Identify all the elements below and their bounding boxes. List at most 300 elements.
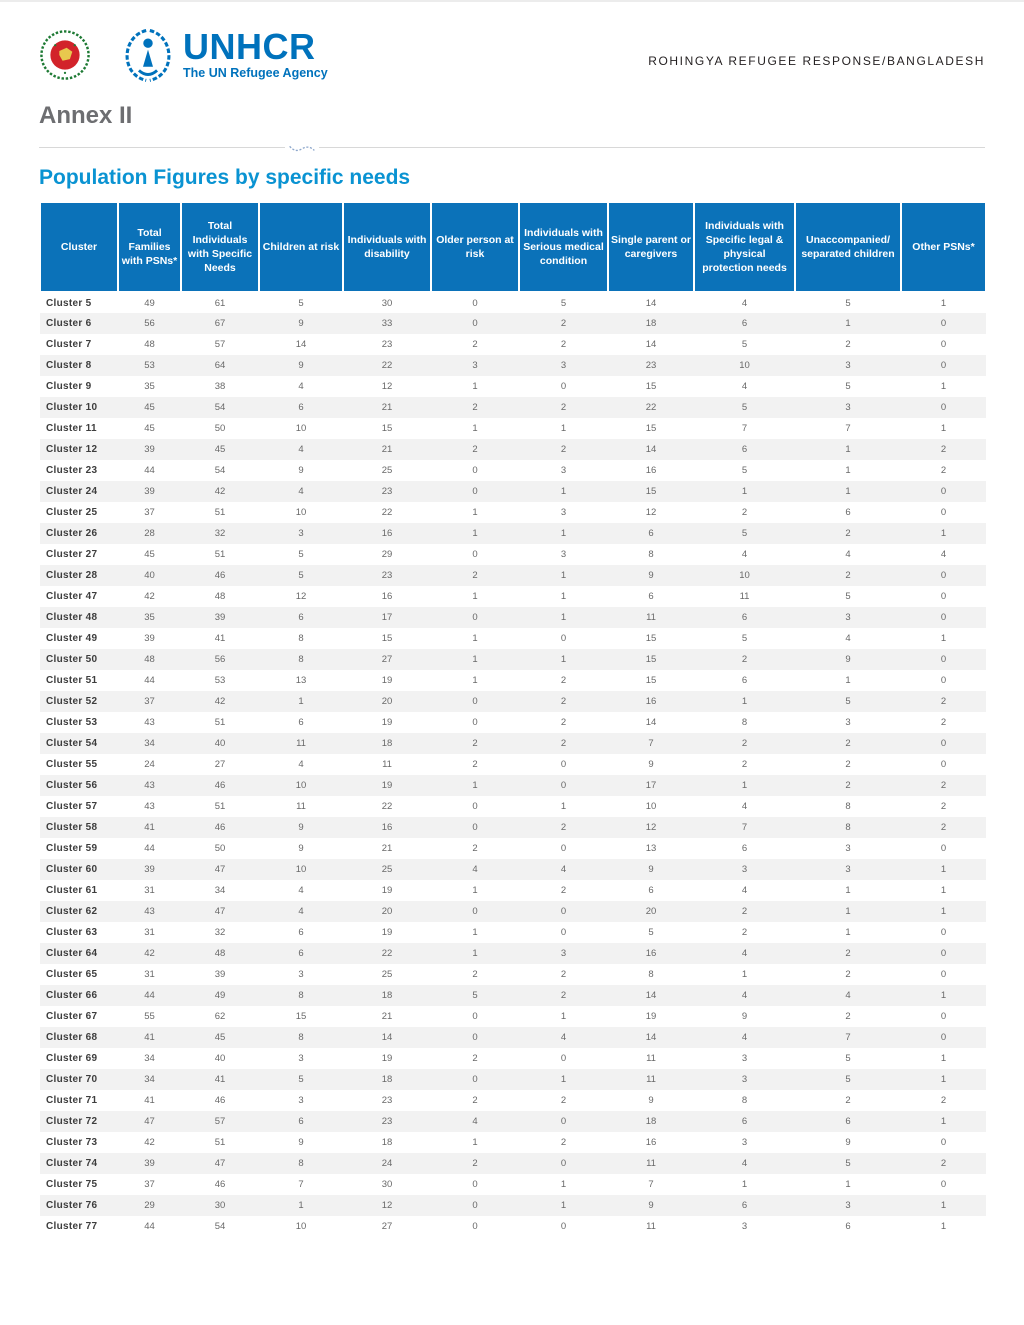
value-cell: 5 bbox=[845, 696, 851, 707]
value-cell: 12 bbox=[645, 822, 657, 833]
table-row bbox=[40, 775, 986, 796]
value-cell: 43 bbox=[144, 906, 155, 917]
column-header: Single parent or caregivers bbox=[608, 202, 694, 292]
value-cell: 3 bbox=[298, 969, 304, 980]
value-cell: 2 bbox=[940, 822, 947, 833]
value-cell: 33 bbox=[381, 318, 393, 329]
value-cell: 15 bbox=[645, 381, 657, 392]
value-cell: 14 bbox=[645, 990, 657, 1001]
value-cell: 11 bbox=[382, 759, 392, 770]
value-cell: 2 bbox=[472, 402, 478, 413]
value-cell: 39 bbox=[144, 444, 155, 455]
table-row bbox=[40, 355, 986, 376]
value-cell: 5 bbox=[298, 1074, 304, 1085]
value-cell: 4 bbox=[845, 990, 851, 1001]
value-cell: 48 bbox=[214, 948, 226, 959]
value-cell: 2 bbox=[845, 759, 851, 770]
value-cell: 9 bbox=[298, 1137, 304, 1148]
value-cell: 14 bbox=[645, 1032, 657, 1043]
value-cell: 54 bbox=[214, 402, 226, 413]
value-cell: 10 bbox=[295, 1221, 307, 1232]
value-cell: 18 bbox=[381, 738, 393, 749]
value-cell: 41 bbox=[214, 633, 226, 644]
value-cell: 0 bbox=[940, 360, 947, 371]
report-title: ROHINGYA REFUGEE RESPONSE/BANGLADESH bbox=[648, 54, 985, 68]
value-cell: 5 bbox=[845, 1158, 851, 1169]
table-row bbox=[40, 985, 986, 1006]
value-cell: 6 bbox=[298, 717, 304, 728]
value-cell: 2 bbox=[560, 696, 567, 707]
value-cell: 7 bbox=[741, 423, 748, 434]
value-cell: 4 bbox=[560, 1032, 567, 1043]
value-cell: 2 bbox=[741, 927, 748, 938]
value-cell: 46 bbox=[214, 822, 226, 833]
column-header: Total Families with PSNs* bbox=[118, 202, 181, 292]
cluster-cell: Cluster 47 bbox=[46, 591, 98, 602]
value-cell: 1 bbox=[940, 1053, 947, 1064]
value-cell: 1 bbox=[845, 906, 851, 917]
value-cell: 0 bbox=[940, 612, 947, 623]
value-cell: 1 bbox=[940, 990, 947, 1001]
value-cell: 11 bbox=[646, 1221, 656, 1232]
value-cell: 0 bbox=[940, 318, 947, 329]
value-cell: 3 bbox=[845, 717, 851, 728]
value-cell: 49 bbox=[144, 297, 155, 309]
table-row bbox=[40, 481, 986, 502]
value-cell: 0 bbox=[472, 318, 478, 329]
value-cell: 2 bbox=[560, 1137, 567, 1148]
value-cell: 9 bbox=[845, 1137, 851, 1148]
value-cell: 5 bbox=[298, 549, 304, 560]
value-cell: 10 bbox=[295, 423, 307, 434]
value-cell: 11 bbox=[646, 1053, 656, 1064]
value-cell: 46 bbox=[214, 570, 226, 581]
value-cell: 45 bbox=[214, 1032, 226, 1043]
value-cell: 6 bbox=[741, 318, 748, 329]
value-cell: 11 bbox=[646, 1074, 656, 1085]
table-row bbox=[40, 523, 986, 544]
value-cell: 2 bbox=[560, 444, 567, 455]
value-cell: 1 bbox=[472, 507, 478, 518]
value-cell: 6 bbox=[845, 1116, 851, 1127]
value-cell: 1 bbox=[940, 528, 947, 539]
value-cell: 0 bbox=[560, 1221, 567, 1232]
value-cell: 9 bbox=[298, 465, 304, 476]
cluster-cell: Cluster 49 bbox=[46, 633, 98, 644]
cluster-cell: Cluster 51 bbox=[46, 675, 98, 686]
value-cell: 4 bbox=[940, 549, 947, 560]
table-row bbox=[40, 817, 986, 838]
value-cell: 40 bbox=[214, 1053, 226, 1064]
value-cell: 1 bbox=[472, 927, 478, 938]
cluster-cell: Cluster 60 bbox=[46, 864, 98, 875]
value-cell: 17 bbox=[645, 780, 657, 791]
value-cell: 44 bbox=[144, 843, 155, 854]
value-cell: 2 bbox=[741, 507, 748, 518]
value-cell: 8 bbox=[298, 654, 304, 665]
value-cell: 2 bbox=[560, 318, 567, 329]
value-cell: 0 bbox=[940, 1179, 947, 1190]
table-row bbox=[40, 1069, 986, 1090]
value-cell: 51 bbox=[214, 717, 226, 728]
value-cell: 42 bbox=[144, 591, 155, 602]
value-cell: 25 bbox=[381, 465, 393, 476]
column-header: Children at risk bbox=[259, 202, 343, 292]
value-cell: 1 bbox=[298, 1200, 304, 1211]
value-cell: 31 bbox=[144, 927, 155, 938]
value-cell: 1 bbox=[472, 381, 478, 392]
value-cell: 3 bbox=[298, 528, 304, 539]
value-cell: 1 bbox=[741, 696, 748, 707]
value-cell: 12 bbox=[295, 591, 307, 602]
value-cell: 2 bbox=[560, 822, 567, 833]
value-cell: 22 bbox=[381, 507, 393, 518]
value-cell: 55 bbox=[144, 1011, 155, 1022]
cluster-cell: Cluster 69 bbox=[46, 1053, 98, 1064]
value-cell: 27 bbox=[381, 1221, 393, 1232]
value-cell: 53 bbox=[214, 675, 226, 686]
value-cell: 3 bbox=[845, 612, 851, 623]
value-cell: 45 bbox=[144, 423, 155, 434]
value-cell: 44 bbox=[144, 990, 155, 1001]
value-cell: 1 bbox=[845, 486, 851, 497]
page bbox=[0, 2, 1024, 1237]
value-cell: 42 bbox=[144, 1137, 155, 1148]
value-cell: 9 bbox=[648, 864, 654, 875]
value-cell: 3 bbox=[298, 1053, 304, 1064]
value-cell: 6 bbox=[298, 612, 304, 623]
value-cell: 4 bbox=[741, 549, 748, 560]
table-row bbox=[40, 460, 986, 481]
value-cell: 8 bbox=[845, 822, 851, 833]
value-cell: 13 bbox=[645, 843, 657, 854]
value-cell: 9 bbox=[845, 654, 851, 665]
value-cell: 2 bbox=[560, 738, 567, 749]
cluster-cell: Cluster 11 bbox=[46, 423, 97, 434]
cluster-cell: Cluster 27 bbox=[46, 549, 98, 560]
value-cell: 2 bbox=[472, 1095, 478, 1106]
value-cell: 1 bbox=[940, 381, 947, 392]
logo-group bbox=[39, 26, 328, 84]
value-cell: 22 bbox=[645, 402, 657, 413]
value-cell: 3 bbox=[741, 1221, 748, 1232]
value-cell: 1 bbox=[560, 1200, 567, 1211]
value-cell: 1 bbox=[940, 633, 947, 644]
value-cell: 5 bbox=[741, 402, 748, 413]
value-cell: 50 bbox=[214, 423, 226, 434]
value-cell: 24 bbox=[144, 759, 155, 770]
value-cell: 40 bbox=[144, 570, 155, 581]
value-cell: 0 bbox=[472, 1074, 478, 1085]
value-cell: 30 bbox=[381, 297, 393, 309]
value-cell: 41 bbox=[144, 822, 155, 833]
value-cell: 2 bbox=[845, 948, 851, 959]
value-cell: 41 bbox=[144, 1032, 155, 1043]
value-cell: 2 bbox=[845, 570, 851, 581]
value-cell: 0 bbox=[940, 927, 947, 938]
cluster-cell: Cluster 10 bbox=[46, 402, 98, 413]
value-cell: 7 bbox=[648, 738, 654, 749]
value-cell: 0 bbox=[472, 1221, 478, 1232]
value-cell: 5 bbox=[845, 297, 851, 309]
value-cell: 0 bbox=[472, 696, 478, 707]
value-cell: 9 bbox=[648, 759, 654, 770]
column-header: Individuals with Serious medical condition bbox=[519, 202, 608, 292]
unhcr-logo bbox=[119, 26, 328, 84]
cluster-cell: Cluster 59 bbox=[46, 843, 98, 854]
table-row bbox=[40, 544, 986, 565]
table-row bbox=[40, 502, 986, 523]
value-cell: 23 bbox=[381, 486, 393, 497]
value-cell: 1 bbox=[940, 1074, 947, 1085]
value-cell: 8 bbox=[648, 549, 654, 560]
value-cell: 0 bbox=[560, 927, 567, 938]
value-cell: 9 bbox=[298, 360, 304, 371]
value-cell: 1 bbox=[472, 1137, 478, 1148]
value-cell: 7 bbox=[298, 1179, 304, 1190]
value-cell: 0 bbox=[472, 1179, 478, 1190]
cluster-cell: Cluster 63 bbox=[46, 927, 98, 938]
value-cell: 3 bbox=[560, 507, 567, 518]
value-cell: 47 bbox=[214, 1158, 226, 1169]
value-cell: 0 bbox=[940, 570, 947, 581]
cluster-cell: Cluster 28 bbox=[46, 570, 98, 581]
table-row bbox=[40, 754, 986, 775]
value-cell: 1 bbox=[472, 423, 478, 434]
value-cell: 44 bbox=[144, 465, 155, 476]
value-cell: 9 bbox=[298, 318, 304, 329]
value-cell: 47 bbox=[214, 906, 226, 917]
value-cell: 16 bbox=[381, 822, 393, 833]
value-cell: 57 bbox=[214, 339, 226, 350]
value-cell: 19 bbox=[381, 780, 393, 791]
value-cell: 67 bbox=[214, 318, 226, 329]
cluster-cell: Cluster 73 bbox=[46, 1137, 98, 1148]
value-cell: 2 bbox=[940, 801, 947, 812]
value-cell: 16 bbox=[645, 465, 657, 476]
cluster-cell: Cluster 23 bbox=[46, 465, 98, 476]
cluster-cell: Cluster 58 bbox=[46, 822, 98, 833]
value-cell: 7 bbox=[741, 822, 748, 833]
value-cell: 21 bbox=[381, 1011, 393, 1022]
value-cell: 11 bbox=[296, 801, 306, 812]
value-cell: 4 bbox=[560, 864, 567, 875]
value-cell: 6 bbox=[298, 1116, 304, 1127]
value-cell: 0 bbox=[472, 717, 478, 728]
value-cell: 2 bbox=[845, 780, 851, 791]
value-cell: 0 bbox=[472, 297, 478, 309]
cluster-cell: Cluster 61 bbox=[46, 885, 98, 896]
value-cell: 39 bbox=[144, 1158, 155, 1169]
table-row bbox=[40, 796, 986, 817]
value-cell: 0 bbox=[940, 591, 947, 602]
value-cell: 44 bbox=[144, 675, 155, 686]
value-cell: 5 bbox=[298, 570, 304, 581]
value-cell: 8 bbox=[298, 990, 304, 1001]
value-cell: 0 bbox=[940, 675, 947, 686]
value-cell: 43 bbox=[144, 780, 155, 791]
value-cell: 17 bbox=[381, 612, 393, 623]
value-cell: 2 bbox=[472, 339, 478, 350]
value-cell: 6 bbox=[741, 444, 748, 455]
value-cell: 5 bbox=[648, 927, 654, 938]
cluster-cell: Cluster 50 bbox=[46, 654, 98, 665]
value-cell: 3 bbox=[560, 360, 567, 371]
value-cell: 29 bbox=[381, 549, 393, 560]
value-cell: 1 bbox=[560, 1179, 567, 1190]
value-cell: 2 bbox=[845, 1095, 851, 1106]
value-cell: 48 bbox=[144, 339, 155, 350]
value-cell: 18 bbox=[381, 990, 393, 1001]
value-cell: 24 bbox=[381, 1158, 393, 1169]
value-cell: 3 bbox=[560, 948, 567, 959]
value-cell: 6 bbox=[648, 528, 654, 539]
value-cell: 21 bbox=[381, 402, 393, 413]
value-cell: 2 bbox=[845, 738, 851, 749]
value-cell: 22 bbox=[381, 360, 393, 371]
value-cell: 5 bbox=[845, 381, 851, 392]
table-row bbox=[40, 1216, 986, 1237]
table-row bbox=[40, 1153, 986, 1174]
value-cell: 4 bbox=[298, 381, 304, 392]
value-cell: 0 bbox=[560, 1158, 567, 1169]
value-cell: 37 bbox=[144, 696, 155, 707]
value-cell: 23 bbox=[381, 1095, 393, 1106]
value-cell: 0 bbox=[472, 612, 478, 623]
cluster-cell: Cluster 68 bbox=[46, 1032, 98, 1043]
value-cell: 19 bbox=[645, 1011, 657, 1022]
value-cell: 18 bbox=[381, 1074, 393, 1085]
value-cell: 2 bbox=[940, 444, 947, 455]
value-cell: 47 bbox=[144, 1116, 155, 1127]
table-row bbox=[40, 733, 986, 754]
value-cell: 22 bbox=[381, 948, 393, 959]
value-cell: 1 bbox=[560, 570, 567, 581]
unhcr-wordmark: UNHCR bbox=[183, 26, 316, 68]
value-cell: 0 bbox=[940, 969, 947, 980]
value-cell: 16 bbox=[645, 696, 657, 707]
value-cell: 14 bbox=[645, 444, 657, 455]
value-cell: 46 bbox=[214, 1095, 226, 1106]
value-cell: 2 bbox=[472, 738, 478, 749]
value-cell: 1 bbox=[560, 591, 567, 602]
value-cell: 49 bbox=[214, 990, 226, 1001]
cluster-cell: Cluster 8 bbox=[46, 360, 92, 371]
cluster-cell: Cluster 52 bbox=[46, 696, 98, 707]
value-cell: 7 bbox=[648, 1179, 654, 1190]
value-cell: 8 bbox=[298, 1158, 304, 1169]
value-cell: 23 bbox=[381, 1116, 393, 1127]
value-cell: 4 bbox=[472, 864, 478, 875]
value-cell: 8 bbox=[845, 801, 851, 812]
value-cell: 1 bbox=[845, 318, 851, 329]
value-cell: 3 bbox=[741, 864, 748, 875]
value-cell: 5 bbox=[560, 297, 567, 309]
value-cell: 3 bbox=[845, 1200, 851, 1211]
value-cell: 39 bbox=[214, 969, 226, 980]
value-cell: 2 bbox=[472, 759, 478, 770]
value-cell: 14 bbox=[645, 339, 657, 350]
cluster-cell: Cluster 57 bbox=[46, 801, 98, 812]
value-cell: 6 bbox=[741, 1116, 748, 1127]
value-cell: 2 bbox=[741, 906, 748, 917]
value-cell: 6 bbox=[741, 612, 748, 623]
value-cell: 0 bbox=[472, 465, 478, 476]
value-cell: 8 bbox=[648, 969, 654, 980]
value-cell: 6 bbox=[648, 885, 654, 896]
cluster-cell: Cluster 74 bbox=[46, 1158, 98, 1169]
unhcr-tagline: The UN Refugee Agency bbox=[183, 65, 328, 80]
cluster-cell: Cluster 25 bbox=[46, 507, 98, 518]
cluster-cell: Cluster 5 bbox=[46, 297, 92, 309]
value-cell: 37 bbox=[144, 507, 155, 518]
value-cell: 19 bbox=[381, 885, 393, 896]
bangladesh-government-seal-icon bbox=[39, 29, 91, 81]
value-cell: 0 bbox=[560, 906, 567, 917]
value-cell: 25 bbox=[381, 969, 393, 980]
value-cell: 5 bbox=[741, 339, 748, 350]
value-cell: 1 bbox=[472, 633, 478, 644]
value-cell: 1 bbox=[845, 465, 851, 476]
value-cell: 45 bbox=[214, 444, 226, 455]
value-cell: 48 bbox=[144, 654, 155, 665]
value-cell: 41 bbox=[214, 1074, 226, 1085]
value-cell: 0 bbox=[560, 1116, 567, 1127]
unhcr-emblem-icon bbox=[119, 26, 177, 84]
cluster-cell: Cluster 26 bbox=[46, 528, 98, 539]
cluster-cell: Cluster 54 bbox=[46, 738, 98, 749]
cluster-cell: Cluster 56 bbox=[46, 780, 98, 791]
column-header: Other PSNs* bbox=[901, 202, 986, 292]
value-cell: 2 bbox=[940, 696, 947, 707]
value-cell: 2 bbox=[940, 465, 947, 476]
value-cell: 15 bbox=[381, 423, 393, 434]
value-cell: 2 bbox=[560, 969, 567, 980]
value-cell: 0 bbox=[560, 633, 567, 644]
value-cell: 1 bbox=[560, 801, 567, 812]
value-cell: 37 bbox=[144, 1179, 155, 1190]
value-cell: 1 bbox=[298, 696, 304, 707]
value-cell: 5 bbox=[741, 633, 748, 644]
value-cell: 22 bbox=[381, 801, 393, 812]
value-cell: 15 bbox=[645, 633, 657, 644]
value-cell: 1 bbox=[940, 1116, 947, 1127]
unhcr-logo-text bbox=[183, 26, 328, 80]
table-row bbox=[40, 565, 986, 586]
value-cell: 15 bbox=[645, 675, 657, 686]
value-cell: 8 bbox=[741, 1095, 748, 1106]
cluster-cell: Cluster 77 bbox=[46, 1221, 98, 1232]
value-cell: 10 bbox=[295, 864, 307, 875]
cluster-cell: Cluster 7 bbox=[46, 339, 92, 350]
value-cell: 16 bbox=[381, 528, 393, 539]
value-cell: 6 bbox=[845, 1221, 851, 1232]
value-cell: 46 bbox=[214, 1179, 226, 1190]
value-cell: 8 bbox=[741, 717, 748, 728]
value-cell: 2 bbox=[560, 339, 567, 350]
column-header: Older person at risk bbox=[431, 202, 519, 292]
value-cell: 29 bbox=[144, 1200, 155, 1211]
value-cell: 4 bbox=[741, 1158, 748, 1169]
value-cell: 2 bbox=[845, 969, 851, 980]
cluster-cell: Cluster 70 bbox=[46, 1074, 98, 1085]
value-cell: 34 bbox=[144, 1074, 155, 1085]
value-cell: 15 bbox=[381, 633, 393, 644]
value-cell: 10 bbox=[295, 780, 307, 791]
value-cell: 3 bbox=[845, 402, 851, 413]
table-row bbox=[40, 1027, 986, 1048]
value-cell: 1 bbox=[560, 423, 567, 434]
